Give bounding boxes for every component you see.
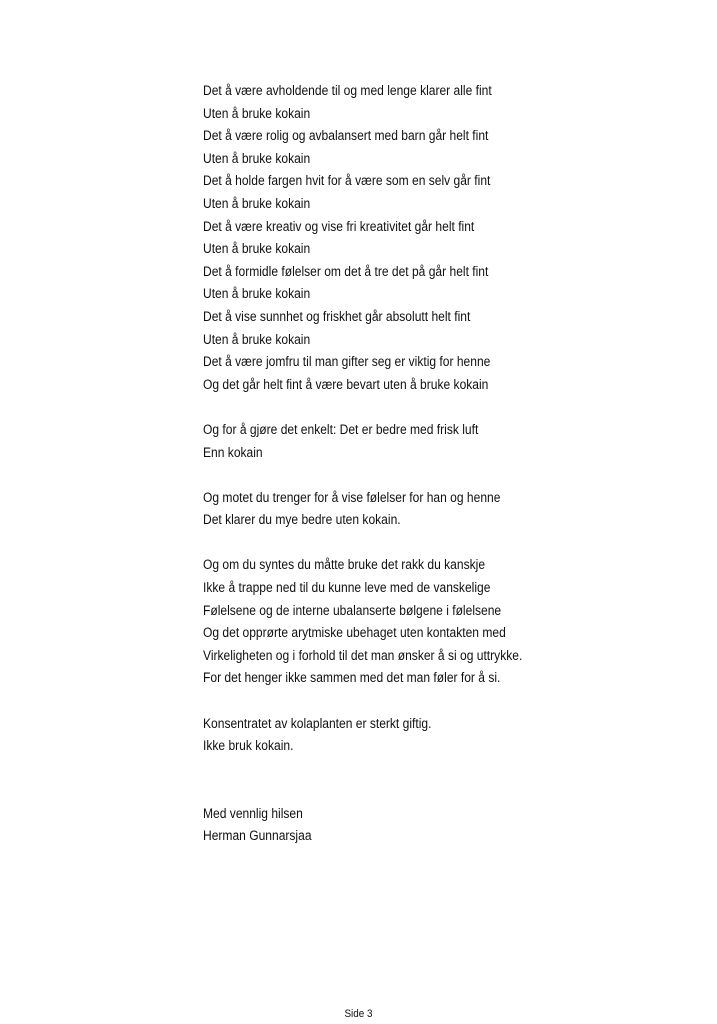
text-line: Og det opprørte arytmiske ubehaget uten kontakten med (203, 625, 506, 641)
text-line: Og det går helt fint å være bevart uten å bruke kokain (203, 376, 489, 392)
stanza-4 (203, 554, 623, 690)
text-line: Ikke bruk kokain. (203, 738, 294, 754)
signature-block (203, 803, 623, 848)
stanza-3 (203, 487, 623, 532)
stanza-5 (203, 713, 623, 758)
text-line: Ikke å trappe ned til du kunne leve med de vanskelige (203, 580, 491, 596)
text-line: Det å være kreativ og vise fri kreativitet går helt fint (203, 218, 475, 234)
text-line: Uten å bruke kokain (203, 286, 311, 302)
text-line: Uten å bruke kokain (203, 150, 311, 166)
stanza-gap (203, 532, 623, 555)
text-line: Og for å gjøre det enkelt: Det er bedre med frisk luft (203, 421, 479, 437)
poem-body (203, 80, 623, 848)
stanza-gap (203, 464, 623, 487)
text-line: Det å være avholdende til og med lenge klarer alle fint (203, 83, 492, 98)
text-line: Det å være rolig og avbalansert med barn går helt fint (203, 128, 489, 144)
signature-name: Herman Gunnarsjaa (203, 828, 312, 844)
text-line: Uten å bruke kokain (203, 195, 311, 211)
text-line: Uten å bruke kokain (203, 331, 311, 347)
text-line: Og om du syntes du måtte bruke det rakk du kanskje (203, 557, 486, 573)
signature-greeting: Med vennlig hilsen (203, 805, 303, 821)
text-line: Det å formidle følelser om det å tre det på går helt fint (203, 263, 489, 279)
text-line: Det klarer du mye bedre uten kokain. (203, 512, 401, 528)
stanza-2 (203, 419, 623, 464)
text-line: Det å vise sunnhet og friskhet går absolutt helt fint (203, 308, 471, 324)
text-line: Det å være jomfru til man gifter seg er viktig for henne (203, 354, 491, 370)
text-line: Uten å bruke kokain (203, 105, 311, 121)
stanza-gap (203, 690, 623, 713)
page-number: Side 3 (344, 1008, 373, 1020)
signature-gap (203, 758, 623, 803)
stanza-gap (203, 396, 623, 419)
text-line: Uten å bruke kokain (203, 241, 311, 257)
text-line: Følelsene og de interne ubalanserte bølgene i følelsene (203, 602, 502, 618)
text-line: For det henger ikke sammen med det man føler for å si. (203, 670, 501, 686)
stanza-1 (203, 80, 623, 396)
text-line: Virkeligheten og i forhold til det man ønsker å si og uttrykke. (203, 647, 523, 663)
text-line: Og motet du trenger for å vise følelser for han og henne (203, 489, 501, 505)
text-line: Konsentratet av kolaplanten er sterkt giftig. (203, 715, 432, 731)
text-line: Det å holde fargen hvit for å være som en selv går fint (203, 173, 491, 189)
text-line: Enn kokain (203, 444, 263, 460)
